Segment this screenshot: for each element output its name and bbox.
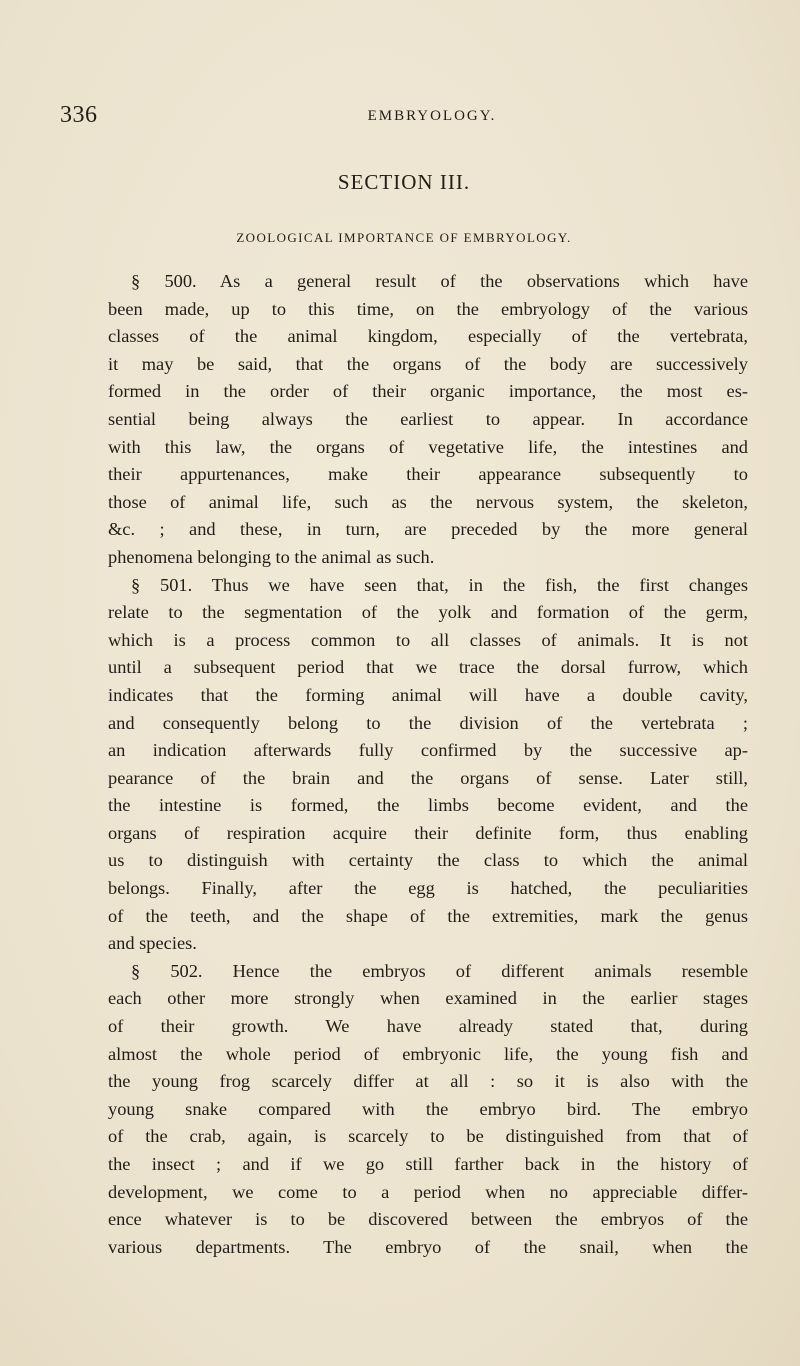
text-line: us to distinguish with certainty the class to which the animal [108, 850, 748, 871]
text-line: indicates that the forming animal will have a double cavity, [108, 684, 748, 705]
text-line: an indication afterwards fully confirmed by the successive ap- [108, 740, 748, 761]
text-line: of the crab, again, is scarcely to be distinguished from that of [108, 1126, 748, 1147]
text-line: of the teeth, and the shape of the extremities, mark the genus [108, 905, 748, 926]
section-title: SECTION III. [337, 170, 471, 194]
text-line: it may be said, that the organs of the body are successively [108, 353, 748, 374]
text-line: young snake compared with the embryo bird. The embryo [108, 1098, 748, 1119]
text-line: each other more strongly when examined in the earlier stages [108, 988, 748, 1009]
text-line: and species. [108, 933, 197, 954]
section-subtitle: ZOOLOGICAL IMPORTANCE OF EMBRYOLOGY. [236, 230, 572, 245]
text-line: &c. ; and these, in turn, are preceded by the more general [108, 519, 748, 540]
text-line: until a subsequent period that we trace the dorsal furrow, which [108, 657, 748, 678]
text-line: of their growth. We have already stated that, during [108, 1016, 748, 1037]
text-line: various departments. The embryo of the snail, when the [108, 1236, 748, 1257]
text-line: the young frog scarcely differ at all : so it is also with the [108, 1071, 748, 1092]
text-line: § 502. Hence the embryos of different animals resemble [131, 960, 748, 981]
page-header [60, 102, 740, 134]
text-line: those of animal life, such as the nervous system, the skeleton, [108, 491, 748, 512]
text-line: development, we come to a period when no appreciable differ- [108, 1181, 748, 1202]
text-line: relate to the segmentation of the yolk and formation of the germ, [108, 602, 748, 623]
page-number: 336 [60, 102, 98, 128]
text-line: the insect ; and if we go still farther back in the history of [108, 1154, 748, 1174]
text-line: § 500. As a general result of the observations which have [131, 271, 748, 291]
text-line: ence whatever is to be discovered between the embryos of the [108, 1209, 748, 1230]
text-line: formed in the order of their organic importance, the most es- [108, 381, 748, 402]
text-line: classes of the animal kingdom, especially of the vertebrata, [108, 326, 748, 347]
text-line: their appurtenances, make their appearance subsequently to [108, 464, 748, 485]
text-line: organs of respiration acquire their definite form, thus enabling [108, 822, 748, 843]
text-line: which is a process common to all classes of animals. It is not [108, 629, 748, 650]
text-line: phenomena belonging to the animal as such. [108, 546, 435, 567]
body-text [108, 268, 748, 1261]
text-line: been made, up to this time, on the embryology of the various [108, 298, 748, 319]
text-line: pearance of the brain and the organs of sense. Later still, [108, 767, 748, 788]
text-line: § 501. Thus we have seen that, in the fish, the first changes [131, 574, 748, 595]
text-line: the intestine is formed, the limbs become evident, and the [108, 795, 748, 816]
text-line: sential being always the earliest to appear. In accordance [108, 408, 748, 429]
text-line: almost the whole period of embryonic life, the young fish and [108, 1043, 748, 1064]
text-line: and consequently belong to the division of the vertebrata ; [108, 712, 748, 733]
running-head: EMBRYOLOGY. [367, 108, 497, 124]
text-line: with this law, the organs of vegetative life, the intestines and [108, 436, 748, 457]
text-line: belongs. Finally, after the egg is hatched, the peculiarities [108, 878, 748, 899]
